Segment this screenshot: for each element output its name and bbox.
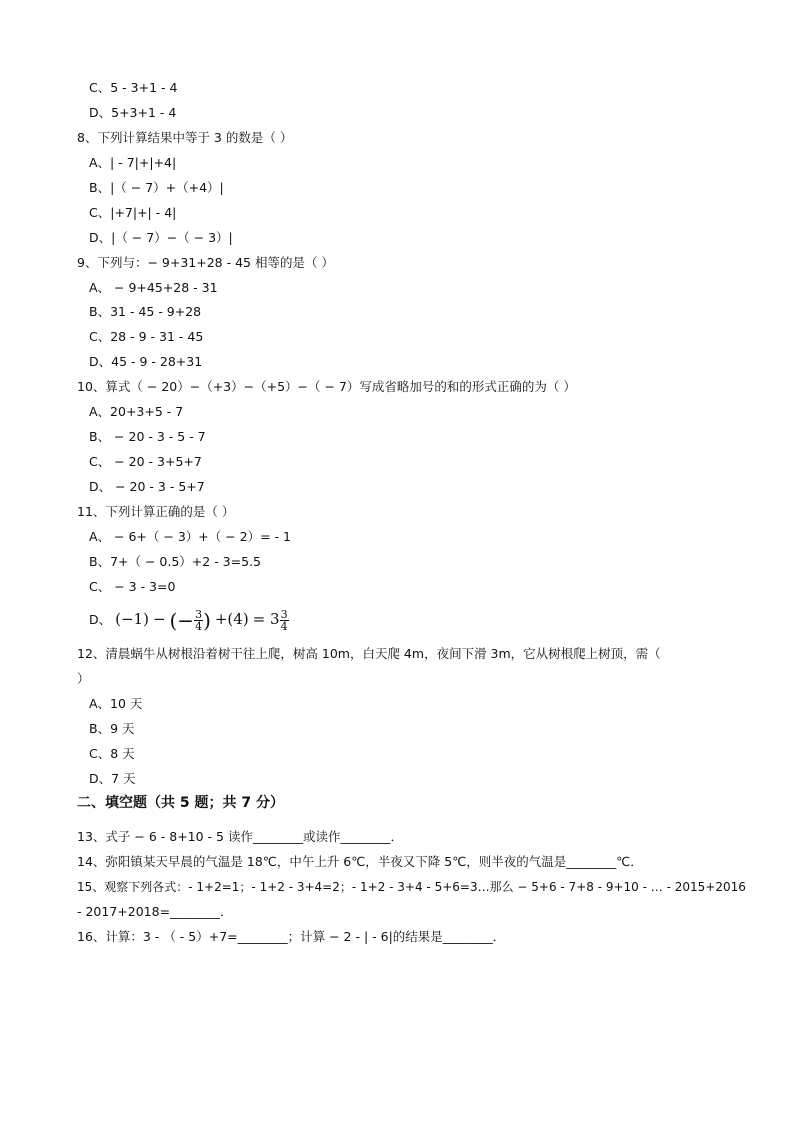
q11-d-fraction-denominator: 4 [195, 620, 203, 633]
section-title-fill-in: 二、填空题（共 5 题；共 7 分） [77, 795, 284, 811]
q11-option-d [89, 606, 289, 634]
q8-stem: 8、下列计算结果中等于 3 的数是（ ） [77, 130, 293, 145]
q15-line-1: 15、观察下列各式：- 1+2=1；- 1+2 - 3+4=2；- 1+2 - 3+4 - 5+6=3…那么 − 5+6 - 7+8 - 9+10 - … - 2015+2016 [77, 880, 746, 894]
q7-option-c: C、5 - 3+1 - 4 [89, 80, 178, 95]
q14-text: 14、弥阳镇某天早晨的气温是 18℃，中午上升 6℃，半夜又下降 5℃，则半夜的气温是________℃． [77, 854, 643, 869]
q15-line-2: - 2017+2018=________． [77, 904, 233, 919]
q13-text: 13、式子 − 6 - 8+10 - 5 读作________或读作________． [77, 829, 403, 844]
q11-d-result-fraction [280, 609, 289, 632]
q12-stem-continued: ） [77, 671, 90, 686]
q11-option-a: A、 − 6+（ − 3）+（ − 2）= - 1 [89, 529, 292, 544]
q11-d-open-paren: (− [169, 608, 195, 633]
q8-option-d: D、|（ − 7）−（ − 3）| [89, 230, 233, 245]
q11-d-equals: = 3 [252, 610, 280, 628]
q8-option-b: B、|（ − 7）+（+4）| [89, 180, 224, 195]
q9-option-a: A、 − 9+45+28 - 31 [89, 280, 218, 295]
q16-text: 16、计算：3 - （ - 5）+7=________；计算 − 2 - | - 6|的结果是________． [77, 929, 506, 944]
q11-option-b: B、7+（ − 0.5）+2 - 3=5.5 [89, 554, 261, 569]
q10-option-a: A、20+3+5 - 7 [89, 404, 184, 419]
q11-d-prefix: D、 [89, 612, 112, 627]
q12-option-b: B、9 天 [89, 721, 135, 736]
q11-d-result-denominator: 4 [280, 620, 288, 633]
q11-d-result-numerator: 3 [280, 608, 288, 621]
q11-d-fraction-numerator: 3 [195, 608, 203, 621]
q11-option-c: C、 − 3 - 3=0 [89, 579, 176, 594]
q10-option-b: B、 − 20 - 3 - 5 - 7 [89, 429, 206, 444]
q8-option-c: C、|+7|+| - 4| [89, 205, 177, 220]
q11-d-neg-one: (−1) [115, 610, 149, 628]
q9-stem: 9、下列与：− 9+31+28 - 45 相等的是（ ） [77, 255, 334, 270]
q12-option-c: C、8 天 [89, 746, 135, 761]
q10-option-d: D、 − 20 - 3 - 5+7 [89, 479, 205, 494]
q11-d-fraction [194, 609, 203, 632]
q11-d-plus-four: +(4) [214, 610, 249, 628]
q7-option-d: D、5+3+1 - 4 [89, 105, 177, 120]
q12-option-d: D、7 天 [89, 771, 136, 786]
q8-option-a: A、| - 7|+|+4| [89, 155, 177, 170]
q12-stem: 12、清晨蜗牛从树根沿着树干往上爬，树高 10m，白天爬 4m，夜间下滑 3m，它从树根爬上树顶，需（ [77, 646, 661, 661]
q9-option-d: D、45 - 9 - 28+31 [89, 354, 203, 369]
q12-option-a: A、10 天 [89, 696, 143, 711]
q9-option-b: B、31 - 45 - 9+28 [89, 304, 202, 319]
q10-stem: 10、算式（ − 20）−（+3）−（+5）−（ − 7）写成省略加号的和的形式正确的为（ ） [77, 379, 576, 394]
q11-d-minus: − [152, 610, 166, 628]
q11-d-close-paren: ) [203, 608, 211, 633]
q11-stem: 11、下列计算正确的是（ ） [77, 504, 235, 519]
q10-option-c: C、 − 20 - 3+5+7 [89, 454, 202, 469]
q9-option-c: C、28 - 9 - 31 - 45 [89, 329, 204, 344]
